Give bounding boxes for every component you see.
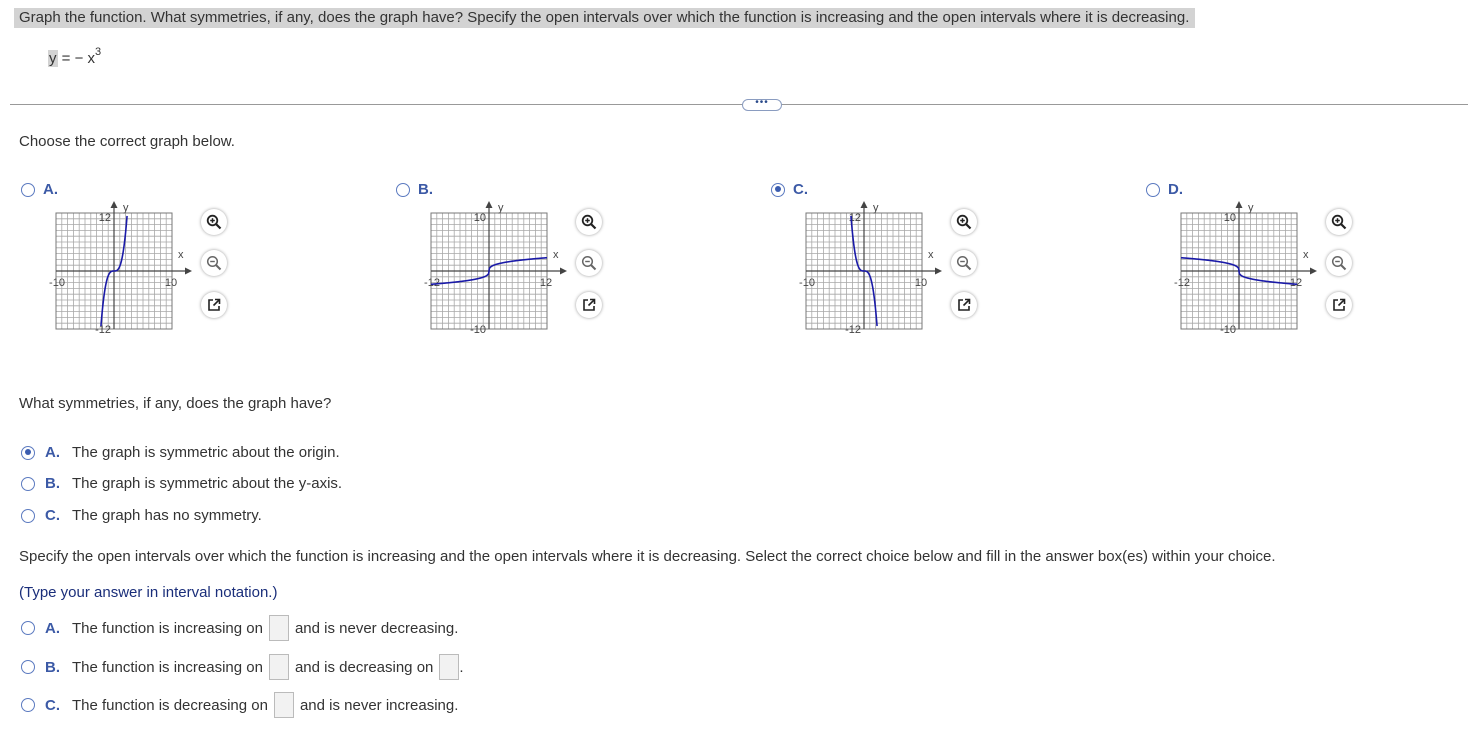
interval-letter-c: C. (45, 696, 60, 714)
interval-text-b-mid: and is decreasing on (294, 658, 434, 676)
graph-option-a[interactable] (21, 180, 351, 360)
symmetry-option-b[interactable] (21, 475, 342, 492)
zoom-in-button[interactable] (576, 209, 602, 235)
symmetry-radio-b[interactable] (21, 477, 35, 491)
zoom-out-button[interactable] (951, 250, 977, 276)
x-axis-label: x (1303, 249, 1309, 261)
decreasing-answer-box-c[interactable] (274, 692, 294, 718)
symmetry-option-a[interactable] (21, 444, 340, 461)
zoom-out-button[interactable] (201, 250, 227, 276)
graph-letter: C. (793, 181, 808, 198)
open-external-button[interactable] (1326, 292, 1352, 318)
open-external-button[interactable] (951, 292, 977, 318)
graph-option-c[interactable] (771, 180, 1101, 360)
x-axis-arrow (935, 268, 942, 275)
x-min-label: -10 (799, 277, 815, 289)
interval-letter-b: B. (45, 658, 60, 676)
y-min-label: -12 (845, 324, 861, 336)
zoom-out-icon (1331, 255, 1347, 271)
graph-radio-d[interactable] (1146, 183, 1160, 197)
x-axis-label: x (178, 249, 184, 261)
zoom-out-icon (581, 255, 597, 271)
x-axis-arrow (1310, 268, 1317, 275)
x-max-label: 12 (539, 277, 553, 289)
y-max-label: 10 (1223, 212, 1236, 224)
interval-option-b[interactable] (21, 654, 464, 680)
y-min-label: -12 (95, 324, 111, 336)
interval-radio-c[interactable] (21, 698, 35, 712)
increasing-answer-box-b[interactable] (269, 654, 289, 680)
x-axis-arrow (560, 268, 567, 275)
zoom-in-icon (581, 214, 597, 230)
symmetry-text-c: The graph has no symmetry. (72, 507, 262, 524)
interval-text-c-pre: The function is decreasing on (72, 696, 268, 714)
interval-letter-a: A. (45, 619, 60, 637)
y-axis-label: y (123, 202, 129, 214)
symmetry-letter-a: A. (45, 444, 60, 461)
symmetry-text-b: The graph is symmetric about the y-axis. (72, 475, 343, 492)
interval-radio-b[interactable] (21, 660, 35, 674)
x-max-label: 12 (1289, 277, 1303, 289)
zoom-in-icon (1331, 214, 1347, 230)
graph-letter: B. (418, 181, 433, 198)
zoom-in-icon (956, 214, 972, 230)
open-external-button[interactable] (576, 292, 602, 318)
zoom-out-button[interactable] (1326, 250, 1352, 276)
section-divider (10, 104, 1468, 105)
x-max-label: 10 (914, 277, 928, 289)
y-axis-arrow (486, 201, 493, 208)
symmetry-letter-c: C. (45, 507, 60, 524)
graph-thumbnail[interactable] (396, 198, 586, 368)
increasing-answer-box-a[interactable] (269, 615, 289, 641)
open-external-icon (956, 297, 972, 313)
zoom-out-button[interactable] (576, 250, 602, 276)
x-axis-label: x (928, 249, 934, 261)
x-min-label: -12 (424, 277, 440, 289)
zoom-out-icon (956, 255, 972, 271)
equation-rhs: = − x (61, 50, 96, 67)
question-text: Graph the function. What symmetries, if any, does the graph have? Specify the open intervals over which the function is increasing and the open intervals where it is decreasing. (14, 8, 1195, 28)
interval-text-b-post: . (459, 658, 464, 676)
graph-radio-b[interactable] (396, 183, 410, 197)
part1-prompt: Choose the correct graph below. (19, 133, 235, 150)
symmetry-text-a: The graph is symmetric about the origin. (72, 444, 340, 461)
y-axis-label: y (873, 202, 879, 214)
y-max-label: 10 (473, 212, 486, 224)
x-axis-arrow (185, 268, 192, 275)
zoom-out-icon (206, 255, 222, 271)
x-max-label: 10 (164, 277, 178, 289)
part2-prompt: What symmetries, if any, does the graph have? (19, 395, 332, 412)
graph-thumbnail[interactable] (21, 198, 211, 368)
graph-letter: A. (43, 181, 58, 198)
equation-exponent: 3 (95, 46, 102, 58)
graph-option-b[interactable] (396, 180, 726, 360)
symmetry-letter-b: B. (45, 475, 60, 492)
x-min-label: -10 (49, 277, 65, 289)
decreasing-answer-box-b[interactable] (439, 654, 459, 680)
interval-radio-a[interactable] (21, 621, 35, 635)
interval-option-a[interactable] (21, 615, 458, 641)
y-max-label: 12 (98, 212, 111, 224)
more-button[interactable]: ••• (742, 99, 782, 111)
zoom-in-icon (206, 214, 222, 230)
zoom-in-button[interactable] (1326, 209, 1352, 235)
graph-option-header[interactable] (21, 181, 58, 198)
graph-letter: D. (1168, 181, 1183, 198)
interval-text-c-post: and is never increasing. (299, 696, 459, 714)
interval-text-b-pre: The function is increasing on (72, 658, 263, 676)
graph-thumbnail[interactable] (1146, 198, 1336, 368)
interval-option-c[interactable] (21, 692, 458, 718)
y-axis-arrow (1236, 201, 1243, 208)
x-axis-label: x (553, 249, 559, 261)
graph-thumbnail[interactable] (771, 198, 961, 368)
interval-text-a-pre: The function is increasing on (72, 619, 263, 637)
y-axis-label: y (1248, 202, 1254, 214)
y-axis-label: y (498, 202, 504, 214)
open-external-icon (581, 297, 597, 313)
open-external-icon (1331, 297, 1347, 313)
y-min-label: -10 (1220, 324, 1236, 336)
symmetry-radio-a[interactable] (21, 446, 35, 460)
zoom-in-button[interactable] (201, 209, 227, 235)
graph-option-d[interactable] (1146, 180, 1468, 360)
part3-prompt: Specify the open intervals over which the function is increasing and the open intervals where it is decreasing. Select the correct choice below and fill in the answer box(es) within your choice. (19, 548, 1276, 565)
y-axis-arrow (111, 201, 118, 208)
x-min-label: -12 (1174, 277, 1190, 289)
y-axis-arrow (861, 201, 868, 208)
symmetry-option-c[interactable] (21, 507, 262, 524)
open-external-icon (206, 297, 222, 313)
graph-radio-a[interactable] (21, 183, 35, 197)
y-max-label: 12 (848, 212, 861, 224)
graph-option-header[interactable] (1146, 181, 1183, 198)
equation-lhs: y (49, 50, 57, 67)
y-min-label: -10 (470, 324, 486, 336)
symmetry-radio-c[interactable] (21, 509, 35, 523)
graph-option-header[interactable] (771, 181, 808, 198)
graph-option-header[interactable] (396, 181, 433, 198)
part3-hint: (Type your answer in interval notation.) (19, 584, 278, 601)
function-equation (48, 48, 101, 67)
zoom-in-button[interactable] (951, 209, 977, 235)
open-external-button[interactable] (201, 292, 227, 318)
graph-radio-c[interactable] (771, 183, 785, 197)
interval-text-a-post: and is never decreasing. (294, 619, 459, 637)
